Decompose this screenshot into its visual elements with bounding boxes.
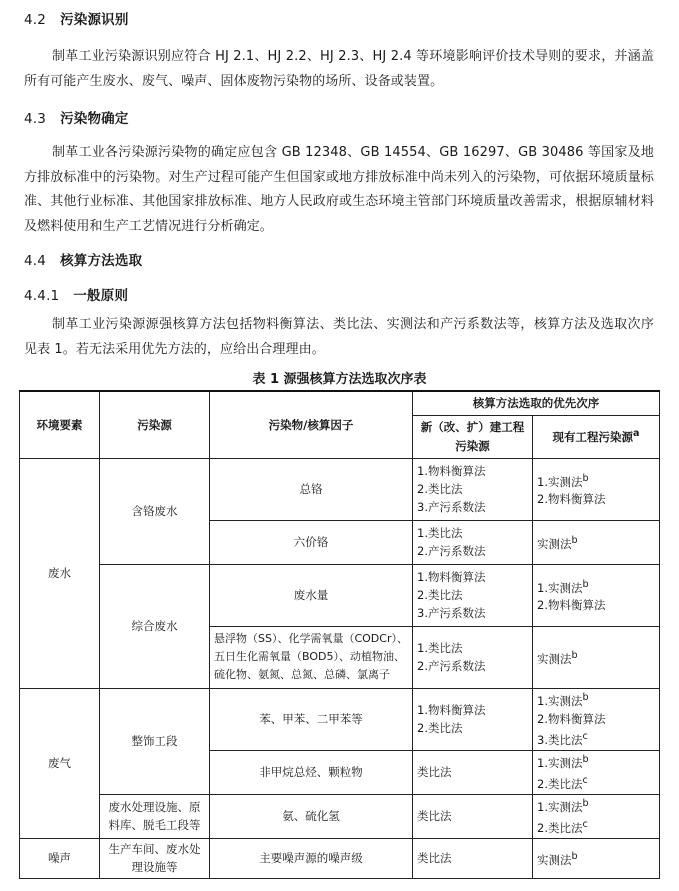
pollutant-volume: 废水量 bbox=[210, 564, 413, 626]
header-new: 新（改、扩）建工程污染源 bbox=[413, 415, 533, 458]
footnote-a: a bbox=[633, 428, 640, 440]
header-priority: 核算方法选取的优先次序 bbox=[413, 391, 660, 415]
pollutant-nh3: 氨、硫化氢 bbox=[210, 794, 413, 838]
table-row bbox=[20, 688, 660, 750]
section-4-3-text: 制革工业各污染源污染物的确定应包含 GB 12348、GB 14554、GB 16297、GB 30486 等国家及地方排放标准中的污染物。对生产过程可能产生但国家或地方排放标准中尚未列入的污染物，可依据环境质量标准、其他行业标准、其他国家排放标准、地方人民政府或生态环境主管部门环境质量改善需求，根据原辅材料及燃料使用和生产工艺情况进行分析确定。 bbox=[24, 145, 654, 234]
section-title: 核算方法选取 bbox=[60, 253, 143, 269]
existing-methods: 1.实测法$^b$ 2.物料衡算法 bbox=[533, 564, 660, 626]
new-methods: 1.物料衡算法 2.类比法 bbox=[413, 688, 533, 750]
header-existing: 现有工程污染源$^a$ bbox=[533, 415, 660, 458]
table-row bbox=[20, 838, 660, 878]
env-water: 废水 bbox=[20, 458, 100, 688]
section-number: 4.4 bbox=[24, 253, 47, 269]
section-number: 4.3 bbox=[24, 111, 47, 127]
section-title: 一般原则 bbox=[73, 288, 129, 304]
existing-methods: 1.实测法$^b$ 2.类比法$^c$ bbox=[533, 794, 660, 838]
pollutant-total-cr: 总铬 bbox=[210, 458, 413, 520]
header-env: 环境要素 bbox=[20, 391, 100, 458]
new-methods: 类比法 bbox=[413, 794, 533, 838]
table-row bbox=[20, 458, 660, 520]
table-row bbox=[20, 794, 660, 838]
existing-methods: 1.实测法$^b$ 2.物料衡算法 3.类比法$^c$ bbox=[533, 688, 660, 750]
section-number: 4.4.1 bbox=[24, 288, 60, 304]
table-row bbox=[20, 564, 660, 626]
section-title: 污染物确定 bbox=[60, 111, 129, 127]
existing-methods: 1.实测法$^b$ 2.类比法$^c$ bbox=[533, 750, 660, 794]
new-methods: 1.类比法 2.产污系数法 bbox=[413, 626, 533, 688]
new-methods: 1.物料衡算法 2.类比法 3.产污系数法 bbox=[413, 564, 533, 626]
header-source: 污染源 bbox=[100, 391, 210, 458]
section-number: 4.2 bbox=[24, 12, 47, 28]
section-4-2-heading bbox=[24, 8, 129, 28]
section-4-3-heading bbox=[24, 107, 129, 127]
method-priority-table bbox=[19, 390, 660, 879]
env-gas: 废气 bbox=[20, 688, 100, 838]
source-workshop: 生产车间、废水处理设施等 bbox=[100, 838, 210, 878]
existing-methods: 实测法$^b$ bbox=[533, 838, 660, 878]
header-pollutant: 污染物/核算因子 bbox=[210, 391, 413, 458]
section-title: 污染源识别 bbox=[60, 12, 129, 28]
pollutant-nmhc: 非甲烷总烃、颗粒物 bbox=[210, 750, 413, 794]
section-4-2-text: 制革工业污染源识别应符合 HJ 2.1、HJ 2.2、HJ 2.3、HJ 2.4 等环境影响评价技术导则的要求，并涵盖所有可能产生废水、废气、噪声、固体废物污染物的场所、设备或装置。 bbox=[24, 49, 654, 89]
existing-methods: 实测法$^b$ bbox=[533, 626, 660, 688]
pollutant-cr6: 六价铬 bbox=[210, 520, 413, 564]
pollutant-ss: 悬浮物（SS）、化学需氧量（CODCr）、五日生化需氧量（BOD5）、动植物油、硫化物、氨氮、总氮、总磷、氯离子 bbox=[210, 626, 413, 688]
source-chrome: 含铬废水 bbox=[100, 458, 210, 564]
new-methods: 1.物料衡算法 2.类比法 3.产污系数法 bbox=[413, 458, 533, 520]
table-caption: 表 1 源强核算方法选取次序表 bbox=[252, 372, 427, 387]
pollutant-noise: 主要噪声源的噪声级 bbox=[210, 838, 413, 878]
source-combined: 综合废水 bbox=[100, 564, 210, 688]
section-4-4-heading bbox=[24, 249, 142, 269]
pollutant-benzene: 苯、甲苯、二甲苯等 bbox=[210, 688, 413, 750]
new-methods: 1.类比法 2.产污系数法 bbox=[413, 520, 533, 564]
new-methods: 类比法 bbox=[413, 750, 533, 794]
source-treatment: 废水处理设施、原料库、脱毛工段等 bbox=[100, 794, 210, 838]
existing-methods: 实测法$^b$ bbox=[533, 520, 660, 564]
section-4-4-1-text: 制革工业污染源源强核算方法包括物料衡算法、类比法、实测法和产污系数法等，核算方法及选取次序见表 1。若无法采用优先方法的，应给出合理理由。 bbox=[24, 317, 654, 357]
existing-methods: 1.实测法$^b$ 2.物料衡算法 bbox=[533, 458, 660, 520]
section-4-4-1-heading bbox=[24, 284, 128, 304]
source-finishing: 整饰工段 bbox=[100, 688, 210, 794]
env-noise: 噪声 bbox=[20, 838, 100, 878]
new-methods: 类比法 bbox=[413, 838, 533, 878]
